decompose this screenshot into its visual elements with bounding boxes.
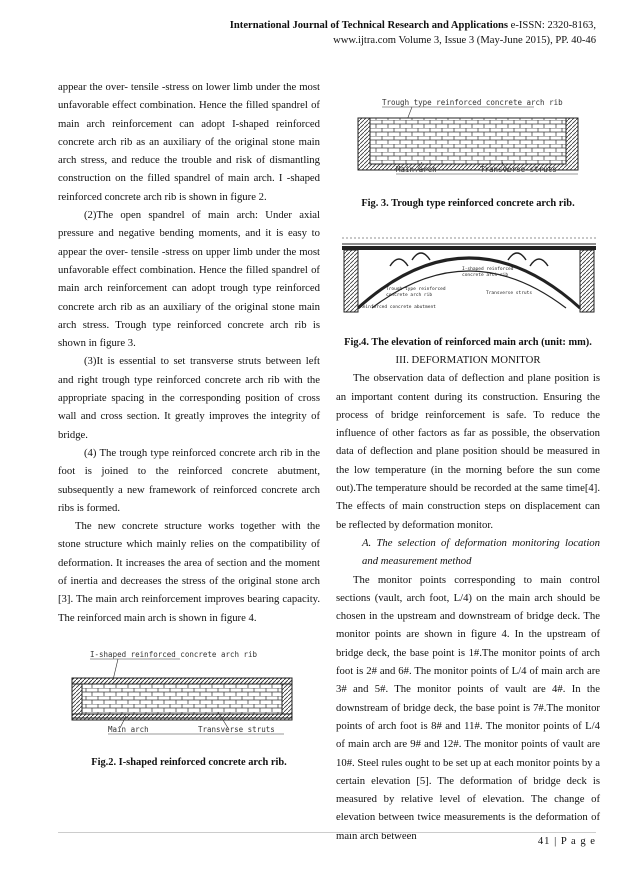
paragraph: The observation data of deflection and plane position is an important content during its construction. Ensuring the process of bridge reinforcement is safe. To reduce the influence of other factors as far as possible, the observation data of deflection and plane position should be measured in the low temperature (in the morning before the sun come out).The temperature should be recorded at the same time[4]. The effects of main construction steps on displacement can be reflected by deformation monitor. — [336, 372, 600, 531]
fig2-diagram — [68, 648, 308, 738]
fig4-label-a2: concrete arch rib — [462, 273, 509, 278]
right-column — [336, 351, 600, 845]
fig2-caption: Fig.2. I-shaped reinforced concrete arch rib. — [91, 757, 287, 768]
page-header — [230, 18, 596, 48]
paragraph: appear the over- tensile -stress on lower limb under the most unfavorable effect combination. Hence the filled spandrel of main arch reinforcement can adopt I-shaped reinforced concrete arch rib as an auxiliary of the original stone main arch stress, and reduce the trouble and risk of dismantling construction on the filled spandrel of main arch. I -shaped reinforced concrete arch rib is shown in figure 2. — [58, 81, 320, 203]
fig4-label-c: Transverse struts — [486, 291, 533, 296]
page-number: 41 | P a g e — [537, 836, 596, 847]
subsection-heading: A. The selection of deformation monitoring location and measurement method — [362, 536, 600, 568]
paragraph: (2)The open spandrel of main arch: Under axial pressure and negative bending moments, and it is easy to appear the over- tensile -stress on upper limb under the most unfavorable effect combination. Hence the filled spandrel of main arch reinforcement can adopt trough type reinforced concrete arch rib as an auxiliary of the original stone main arch stress. Trough type reinforced concrete arch rib is shown in figure 3. — [58, 209, 320, 350]
fig4-label-d: Reinforced concrete abutment — [360, 305, 436, 310]
fig2-label-struts: Transverse struts — [198, 725, 275, 734]
fig2-label-main: Main arch — [108, 725, 149, 734]
fig4-label-b2: concrete arch rib — [386, 293, 433, 298]
fig4-label-a: I-shaped reinforced — [462, 267, 514, 272]
volume-line: www.ijtra.com Volume 3, Issue 3 (May-June 2015), PP. 40-46 — [333, 35, 596, 46]
journal-title: International Journal of Technical Research and Applications — [229, 20, 509, 31]
fig3-label-struts: Transverse struts — [480, 165, 557, 174]
paragraph: (4) The trough type reinforced concrete arch rib in the foot is joined to the reinforced concrete abutment, subsequently a new framework of reinforced concrete arch ribs is formed. — [58, 446, 320, 514]
fig3-label-top: Trough type reinforced concrete arch rib — [382, 98, 563, 107]
fig3-caption: Fig. 3. Trough type reinforced concrete arch rib. — [361, 198, 575, 209]
fig2-label-top: I-shaped reinforced concrete arch rib — [90, 650, 258, 659]
fig3-diagram — [352, 96, 587, 186]
paragraph: The monitor points corresponding to main control sections (vault, arch foot, L/4) on the main arch should be chosen in the upstream and downstream of bridge deck. The monitor points are shown in figure 4. In the upstream of bridge deck, the base point is 1#.The monitor points of arch foot is 2# and 6#. The monitor points of L/4 of main arch are 3# and 5#. The monitor points of vault are 4#. In the downstream of bridge deck, the base point is 7#.The monitor points of arch foot is 8# and 11#. The monitor points of L/4 of main arch are 9# and 12#. The monitor points of vault are 10#. Steel rules ought to be set up at each monitor points by a certain elevation [5]. The deformation of bridge deck is measured by relative level of elevation. The change of elevation between twice measurements is the deformation of main arch between — [336, 573, 600, 842]
fig4-caption: Fig.4. The elevation of reinforced main arch (unit: mm). — [344, 337, 592, 348]
paragraph: The new concrete structure works together with the stone structure which mainly relies on the compatibility of deformation. It increases the area of section and the moment of inertia and decreases the stress of the original stone arch [3]. The main arch reinforcement improves bearing capacity. The reinforced main arch is shown in figure 4. — [58, 520, 320, 624]
fig3-label-main: Main arch — [396, 165, 437, 174]
fig4-label-b: Trough type reinforced — [386, 287, 446, 292]
fig4-diagram — [338, 228, 600, 320]
section-heading: III. DEFORMATION MONITOR — [395, 354, 541, 366]
footer-divider — [58, 832, 596, 833]
issn: e-ISSN: 2320-8163, — [508, 20, 596, 31]
paragraph: (3)It is essential to set transverse struts between left and right trough type reinforced concrete arch rib with the appropriate spacing in the corresponding position of cross wall and cross section. It greatly improves the integrity of bridge. — [58, 355, 320, 441]
left-column — [58, 78, 320, 627]
